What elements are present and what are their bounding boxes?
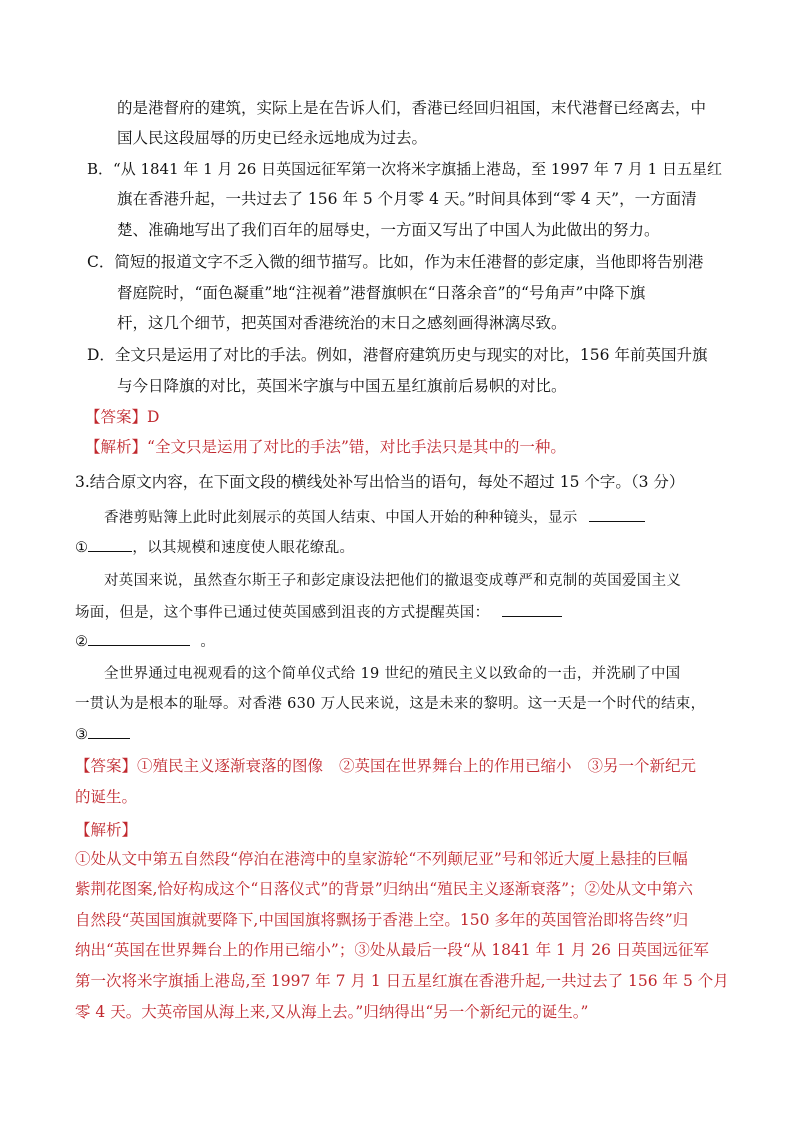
q3-analysis-line-3: 自然段“英国国旗就要降下,中国国旗将飘扬于香港上空。150 多年的英国管治即将告终”归 [75, 911, 689, 929]
q3-answer-2: ②英国在世界舞台上的作用已缩小 [339, 757, 572, 775]
q3-para1-line-2-text: ，以其规模和速度使人眼花缭乱。 [132, 540, 355, 556]
q2-analysis-label: 【解析】 [85, 438, 148, 456]
q3-para2-line-1: 对英国来说，虽然查尔斯王子和彭定康设法把他们的撤退变成尊严和克制的英国爱国主义 [104, 573, 682, 589]
q2-answer [85, 407, 159, 427]
q3-analysis-line-6: 零 4 天。大英帝国从海上来,又从海上去。”归纳得出“另一个新纪元的诞生。” [75, 1003, 589, 1021]
blank-marker-1: ① [75, 540, 89, 556]
q3-para3-line-3 [75, 724, 130, 745]
q3-answer-3: ③另一个新纪元 [587, 757, 697, 775]
q3-para3-line-1: 全世界通过电视观看的这个简单仪式给 19 世纪的殖民主义以致命的一击，并洗刷了中国 [104, 666, 681, 682]
q3-analysis-line-1: ①处从文中第五自然段“停泊在港湾中的皇家游轮“不列颠尼亚”号和邻近大厦上悬挂的巨幅 [75, 850, 688, 868]
q3-analysis-line-5: 第一次将米字旗插上港岛,至 1997 年 7 月 1 日五星红旗在香港升起,一共过去了 156 年 5 个月 [75, 972, 729, 990]
q2-answer-label: 【答案】 [85, 408, 148, 426]
option-c-line-1: C．简短的报道文字不乏入微的细节描写。比如，作为末任港督的彭定康，当他即将告别港 [87, 253, 704, 271]
q3-para2-line-2-text: 场面，但是，这个事件已通过使英国感到沮丧的方式提醒英国： [75, 605, 490, 621]
option-c-line-2: 督庭院时，“面色凝重”地“注视着”港督旗帜在“日落余音”的“号角声”中降下旗 [117, 284, 646, 302]
q3-para1-line-2 [75, 537, 354, 558]
q3-answer [75, 756, 696, 776]
question-3-prompt: 3.结合原文内容，在下面文段的横线处补写出恰当的语句，每处不超过 15 个字。（3 分） [75, 473, 685, 491]
option-a-line-3: 国人民这段屈辱的历史已经永远地成为过去。 [117, 129, 428, 147]
option-c-line-3: 杆，这几个细节，把英国对香港统治的末日之感刻画得淋漓尽致。 [117, 314, 567, 332]
q2-analysis-text: “全文只是运用了对比的手法”错，对比手法只是其中的一种。 [147, 438, 566, 456]
q2-analysis [85, 437, 566, 457]
option-b-line-3: 楚、准确地写出了我们百年的屈辱史，一方面又写出了中国人为此做出的努力。 [117, 221, 660, 239]
q3-analysis-label: 【解析】 [75, 821, 138, 839]
option-d-line-2: 与今日降旗的对比，英国米字旗与中国五星红旗前后易帜的对比。 [117, 377, 567, 395]
option-d-line-1: D．全文只是运用了对比的手法。例如，港督府建筑历史与现实的对比，156 年前英国升旗 [87, 346, 708, 364]
fill-blank-2-start[interactable] [502, 602, 562, 617]
option-b-line-1: B．“从 1841 年 1 月 26 日英国远征军第一次将米字旗插上港岛，至 1997 年 7 月 1 日五星红 [87, 160, 722, 178]
q3-para1-line-1 [104, 507, 645, 528]
q3-para1-text: 香港剪贴簿上此时此刻展示的英国人结束、中国人开始的种种镜头，显示 [104, 510, 578, 526]
blank-marker-3: ③ [75, 727, 89, 743]
q3-analysis-line-2: 紫荆花图案,恰好构成这个“日落仪式”的背景”归纳出“殖民主义逐渐衰落”；②处从文中第六 [75, 880, 694, 898]
fill-blank-2[interactable] [88, 631, 190, 646]
q3-para2-line-3 [75, 631, 215, 652]
q2-answer-value: D [147, 408, 160, 426]
option-a-line-2: 的是港督府的建筑，实际上是在告诉人们，香港已经回归祖国，末代港督已经离去，中 [117, 99, 707, 117]
q3-answer-label: 【答案】 [75, 757, 138, 775]
q3-analysis-line-4: 纳出“英国在世界舞台上的作用已缩小”；③处从最后一段“从 1841 年 1 月 26 日英国远征军 [75, 941, 709, 959]
q3-answer-continued: 的诞生。 [75, 788, 138, 806]
fill-blank-3[interactable] [88, 724, 130, 739]
fill-blank-1-start[interactable] [589, 507, 645, 522]
option-b-line-2: 旗在香港升起，一共过去了 156 年 5 个月零 4 天。”时间具体到“零 4 天”，一方面清 [117, 190, 697, 208]
fill-blank-1[interactable] [88, 537, 132, 552]
q3-para2-period: 。 [200, 634, 216, 650]
blank-marker-2: ② [75, 634, 89, 650]
q3-para3-line-2: 一贯认为是根本的耻辱。对香港 630 万人民来说，这是未来的黎明。这一天是一个时代的结束， [75, 696, 706, 712]
q3-para2-line-2 [75, 602, 562, 623]
q3-answer-1: ①殖民主义逐渐衰落的图像 [137, 757, 324, 775]
